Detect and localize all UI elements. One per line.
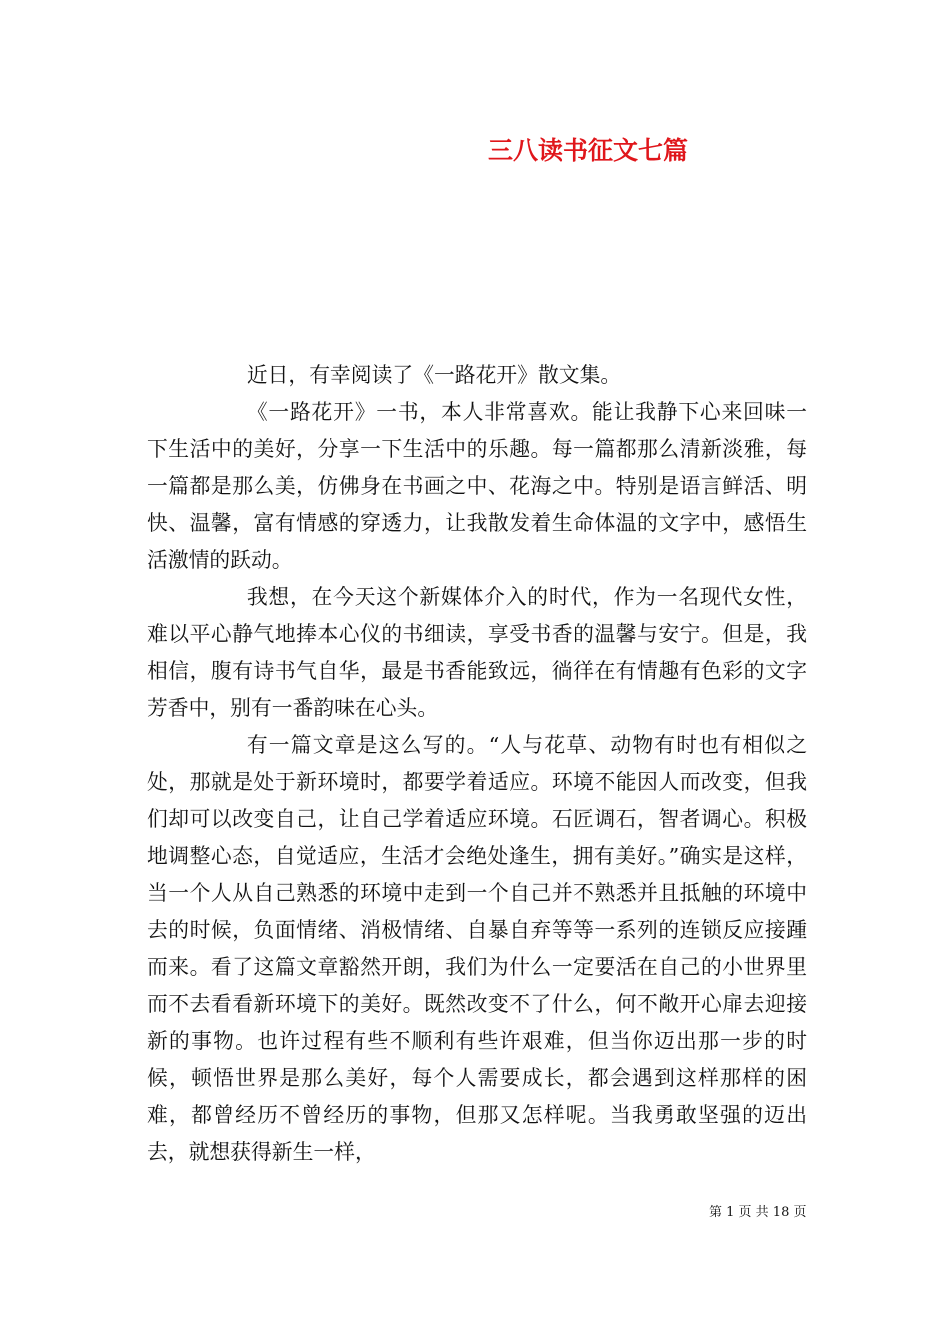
paragraph-2: 《一路花开》一书，本人非常喜欢。能让我静下心来回味一下生活中的美好，分享一下生活中的乐趣。每一篇都那么清新淡雅，每一篇都是那么美，仿佛身在书画之中、花海之中。特别是语言鲜活、明快、温馨，富有情感的穿透力，让我散发着生命体温的文字中，感悟生活激情的跃动。	[147, 400, 807, 572]
paragraph-3: 我想，在今天这个新媒体介入的时代，作为一名现代女性，难以平心静气地捧本心仪的书细读，享受书香的温馨与安宁。但是，我相信，腹有诗书气自华，最是书香能致远，徜徉在有情趣有色彩的文字芳香中，别有一番韵味在心头。	[147, 585, 807, 720]
paragraph-1: 近日，有幸阅读了《一路花开》散文集。	[246, 363, 622, 387]
document-title: 三八读书征文七篇	[488, 136, 689, 165]
paragraph-4: 有一篇文章是这么写的。“人与花草、动物有时也有相似之处，那就是处于新环境时，都要学着适应。环境不能因人而改变，但我们却可以改变自己，让自己学着适应环境。石匠调石，智者调心。积极地调整心态，自觉适应，生活才会绝处逢生，拥有美好。”确实是这样，当一个人从自己熟悉的环境中走到一个自己并不熟悉并且抵触的环境中去的时候，负面情绪、消极情绪、自暴自弃等等一系列的连锁反应接踵而来。看了这篇文章豁然开朗，我们为什么一定要活在自己的小世界里而不去看看新环境下的美好。既然改变不了什么，何不敞开心扉去迎接新的事物。也许过程有些不顺利有些许艰难，但当你迈出那一步的时候，顿悟世界是那么美好，每个人需要成长，都会遇到这样那样的困难，都曾经历不曾经历的事物，但那又怎样呢。当我勇敢坚强的迈出去，就想获得新生一样，	[147, 733, 807, 1164]
page-number-footer: 第 1 页 共 18 页	[709, 1205, 807, 1220]
document-body	[147, 357, 807, 1171]
